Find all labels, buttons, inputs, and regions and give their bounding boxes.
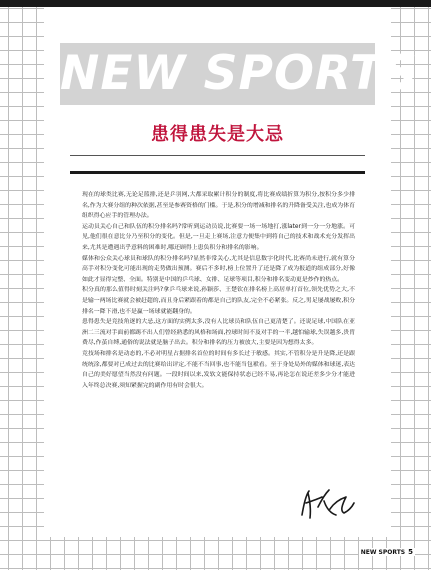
article-body: [82, 190, 355, 391]
footer-brand: NEW SPORTS: [360, 549, 406, 556]
magazine-banner: [60, 43, 418, 105]
banner-title: NEW SPORTS: [60, 46, 418, 101]
top-black-bar: [0, 0, 431, 7]
article-paragraph: 竞技场和排名是动态的,不必对明星占据排名首位的时间有多长过于敏感。其实,不管积分是升是降,还是跟统统涂,都要对已成过去的比赛给出评定,不能不当回事,也不能当包袱看。至于身处局外的媒体和球迷,表达自己的美好愿望当然没有问题。一段时间以来,发软文能保持状态已经不易,再论怎在说还差多少分才能进入年终总决赛,须知紧握完的副作用有时会很大。: [82, 350, 355, 389]
article-paragraph: 积分真的那么值得时刻关注吗?拿乒乓球来说,孙颖莎、王楚钦在排名榜上高居单打首位,领先优势之大,不是输一两场比赛就会被赶超的,而且身后紧跟着的都是自己的队友,完全不必紧张。反之,男足屡战屡败,积分排名一降下滑,也不是赢一场球就能翻身的。: [82, 287, 355, 315]
article-paragraph: 患得患失是竞技角逐的大忌,这方面的实例太多,没有人比球员和队伍自己更清楚了。还说足球,中国队在亚洲二三流对手面前都踢不出人们曾经熟悉的风格和场面,控球时间不及对手的一半,越怕输球,失误越多,贵胄费尽,作茧自缚,通俗的说法就是脑子出去。积分和排名的压力被放大,主要是因为想得太多。: [82, 319, 355, 347]
article-paragraph: 运动员关心自己和队伍的积分排名吗?常听到运动员说,比赛要一场一场地打,涨later到一分一分地涨。可见,他们很在意比分乃至积分的变化。但是,一旦走上赛场,注意力便集中到将自己的技术和战术充分发挥出来,尤其是遭遇出乎意料的困难时,哪还顾得上患负积分和排名的影响。: [82, 223, 355, 251]
article-paragraph: 媒体和公众关心球员和球队的积分排名吗?显然非常关心,尤其是信息数字化时代,比赛尚未进行,就有算分高手对积分变化可能出现的走势做出预测。赛后不多时,榜上位置升了还是降了成为报道的组成部分,好像如此才显得完整、全面。特别是中国的乒乓球、女排、足球等项目,积分和排名变动更是炒作的热点。: [82, 255, 355, 283]
article-paragraph: 现在的球类比赛,无论足篮排,还是乒羽网,大都采取累计积分的制度,将比赛成绩折算为积分,按积分多少排名,作为大赛分组的种次依据,甚至是参赛资格的门槛。于是,积分的增减和排名的升降备受关注,也成为体育组织得心应手的管理办法。: [82, 192, 355, 220]
article-page: [44, 7, 418, 537]
page-number: 5: [408, 548, 413, 556]
headline-thick-rule: [70, 171, 365, 174]
headline-thin-rule: [70, 155, 365, 156]
article-headline: 患得患失是大忌: [151, 124, 284, 145]
page-footer: [359, 548, 415, 556]
author-signature: [296, 485, 358, 523]
